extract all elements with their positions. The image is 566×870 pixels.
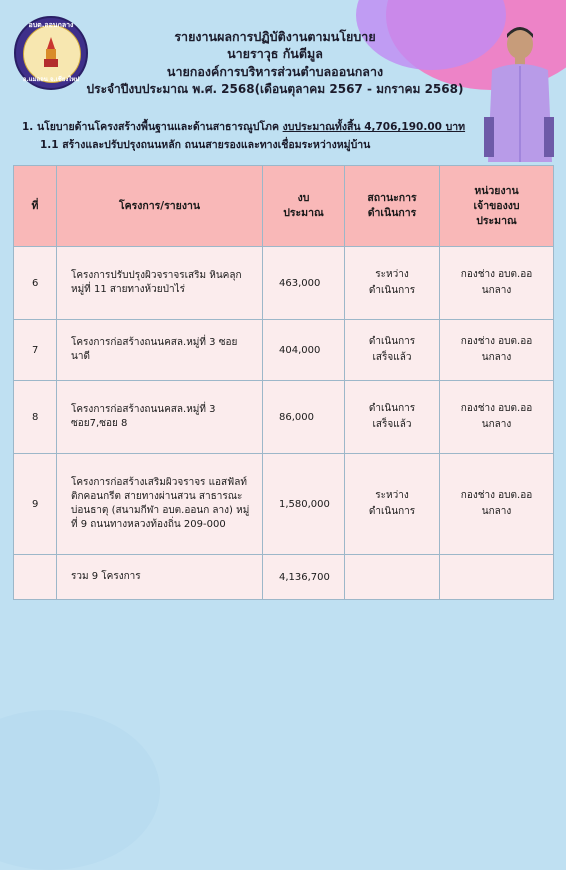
subsection-heading: 1.1 สร้างและปรับปรุงถนนหลัก ถนนสายรองและทางเชื่อมระหว่างหมู่บ้าน [40,139,371,151]
policy-title: 1. นโยบายด้านโครงสร้างพื้นฐานและด้านสาธารณูปโภค [22,121,283,133]
cell-status [345,454,440,555]
table-row [14,247,554,320]
policy-heading [22,118,472,135]
fiscal-period: ประจำปีงบประมาณ พ.ศ. 2568(เดือนตุลาคม 2567 - มกราคม 2568) [86,82,464,96]
cell-status [345,320,440,381]
cell-empty [345,555,440,600]
cell-status [345,381,440,454]
cell-empty [440,555,554,600]
cell-agency-text: กองช่าง อบต.ออนกลาง [460,403,533,430]
cell-budget: 1,580,000 [263,454,345,555]
header-status-text: สถานะการ ดำเนินการ [367,192,417,219]
logo-bottom-text: อ.แม่ออน จ.เชียงใหม่ [22,76,80,83]
mayor-name: นายราวุธ กันตีมูล [227,46,323,61]
cell-agency [440,454,554,555]
cell-project: โครงการปรับปรุงผิวจราจรเสริม หินคลุก หมู่ที่ 11 สายทางห้วยป่าไร่ [57,247,263,320]
table-header-row [14,166,554,247]
cell-budget: 404,000 [263,320,345,381]
cell-project: โครงการก่อสร้างเสริมผิวจราจร แอสฟัลท์ติกคอนกรีต สายทางผ่านสวน สาธารณะบ่อนธาตุ (สนามกีฬา อบต.ออนก ลาง) หมู่ที่ 9 ถนนทางหลวงท้องถิ่น 209-000 [57,454,263,555]
cell-agency [440,381,554,454]
cell-agency-text: กองช่าง อบต.ออนกลาง [460,336,533,363]
mayor-portrait [478,22,560,162]
decor-blue-blob [0,710,160,870]
cell-agency [440,320,554,381]
header-project: โครงการ/รายงาน [57,166,263,247]
cell-agency-text: กองช่าง อบต.ออนกลาง [460,490,533,517]
cell-empty [14,555,57,600]
header-budget-text: งบ ประมาณ [283,192,324,219]
cell-no: 7 [14,320,57,381]
cell-status-text: ดำเนินการ เสร็จแล้ว [368,336,416,363]
project-table [13,165,554,600]
pagoda-icon [41,37,61,69]
cell-status-text: ระหว่าง ดำเนินการ [368,490,416,517]
cell-status-text: ระหว่าง ดำเนินการ [368,269,416,296]
total-budget: 4,136,700 [263,555,345,600]
header-agency-text: หน่วยงาน เจ้าของงบ ประมาณ [473,184,520,227]
organization-logo [14,16,88,90]
cell-no: 9 [14,454,57,555]
cell-budget: 463,000 [263,247,345,320]
table-total-row [14,555,554,600]
header-budget [263,166,345,247]
mayor-position: นายกองค์การบริหารส่วนตำบลออนกลาง [166,64,384,79]
table-row [14,381,554,454]
report-title: รายงานผลการปฏิบัติงานตามนโยบาย [174,29,376,44]
cell-agency-text: กองช่าง อบต.ออนกลาง [460,269,533,296]
logo-top-text: อบต.ออนกลาง [28,21,74,29]
header-no: ที่ [14,166,57,247]
total-label: รวม 9 โครงการ [57,555,263,600]
table-row [14,320,554,381]
cell-project: โครงการก่อสร้างถนนคสล.หมู่ที่ 3 ซอยนาดี [57,320,263,381]
cell-project: โครงการก่อสร้างถนนคสล.หมู่ที่ 3 ซอย7,ซอย 8 [57,381,263,454]
table-row [14,454,554,555]
cell-no: 6 [14,247,57,320]
cell-status-text: ดำเนินการ เสร็จแล้ว [368,403,416,430]
cell-agency [440,247,554,320]
cell-status [345,247,440,320]
header-agency [440,166,554,247]
cell-budget: 86,000 [263,381,345,454]
policy-budget: งบประมาณทั้งสิ้น 4,706,190.00 บาท [282,121,466,133]
header-status [345,166,440,247]
cell-no: 8 [14,381,57,454]
